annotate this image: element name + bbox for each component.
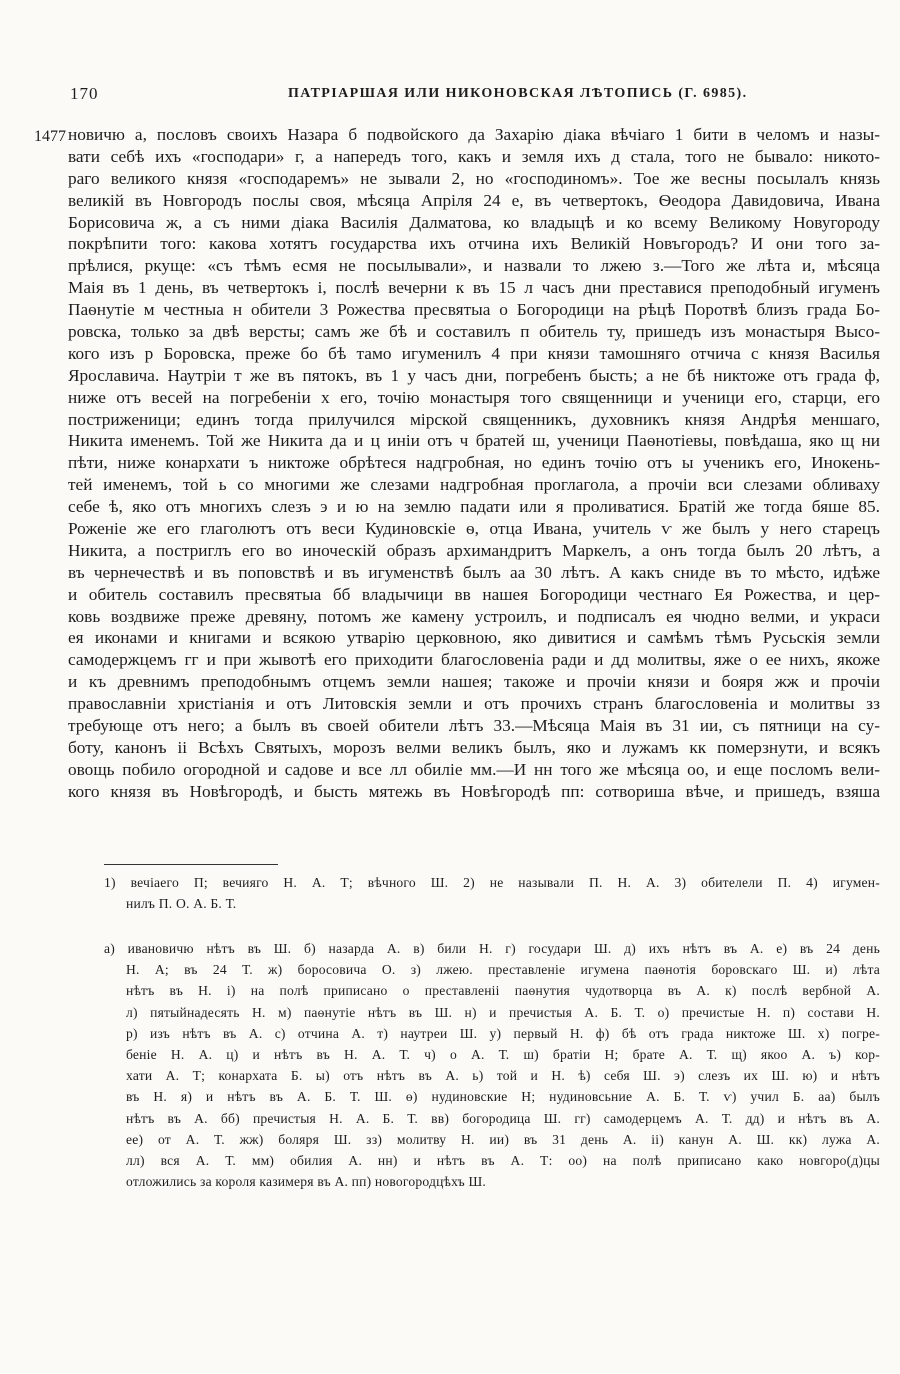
text-line: въ чернечествѣ и въ поповствѣ и въ игуменствѣ былъ аа 30 лѣтъ. А какъ сниде въ то мѣсто, идѣже: [68, 562, 880, 582]
text-line: раго великого князя «господаремъ» не зывали 2, но «господиномъ». Тое же весны посылалъ князь: [68, 168, 880, 188]
year-marginal-note: 1477: [34, 128, 66, 145]
footnote-line: беніе Н. А. ц) и нѣтъ въ Н. А. Т. ч) о А. Т. ш) братіи Н; брате А. Т. щ) якоо А. ъ) кор-: [126, 1046, 880, 1062]
text-line: и обитель составилъ пресвятыа бб владычици вв нашея Богородици честнаго Ея Рожества, и цер-: [68, 584, 880, 604]
text-line: кого князя въ Новѣгородѣ, и бысть мятежь въ Новѣгородѣ пп: сотвориша вѣче, и пришедъ, взяша: [68, 781, 880, 801]
text-line: Никита, а постриглъ его во иноческій образъ архимандритъ Маркелъ, а онъ тогда былъ 20 лѣтъ, а: [68, 540, 880, 560]
text-line: великій въ Новгородъ послы своя, мѣсяца Апріля 24 е, въ четвертокъ, Ѳеодора Давидовича, Ивана: [68, 190, 880, 210]
running-title: ПАТРІАРШАЯ ИЛИ НИКОНОВСКАЯ ЛѢТОПИСЬ (Г. 6985).: [288, 86, 748, 101]
text-line: требующе отъ него; а былъ въ своей обители лѣтъ 33.—Мѣсяца Маія въ 31 ии, съ пятници на су-: [68, 716, 880, 736]
text-line: тей именемъ, той ь со многими же слезами надгробная проглагола, а прочіи вси слезами обливаху: [68, 475, 880, 495]
text-line: ниже отъ весей на погребеніи х его, точію монастыря того священници и ученици его, старци, его: [68, 387, 880, 407]
footnote-line: а) ивановичю нѣтъ въ Ш. б) назарда А. в) били Н. г) государи Ш. д) ихъ нѣтъ въ А. е) въ 24 день: [104, 941, 880, 956]
text-line: вати себѣ ихъ «господари» г, а напередъ того, какъ и земля ихъ д стала, того не бывало: никото-: [68, 146, 880, 166]
text-line: новичю а, пословъ своихъ Назара б подвойского да Захарію діака вѣчіаго 1 бити в челомъ и назы-: [68, 125, 880, 144]
footnote-line: лл) вся А. Т. мм) обилия А. нн) и нѣтъ въ А. Т: оо) на полѣ приписано како новгоро(д)цы: [126, 1152, 880, 1168]
text-line: боту, канонъ іі Всѣхъ Святыхъ, морозъ велми великъ былъ, яко и лужамъ кк померзнути, и всякъ: [68, 737, 880, 757]
lettered-footnotes: [104, 938, 880, 1192]
text-line: православніи христіанія и отъ Литовскія земли и отъ прочихъ странъ благословеніа и молитвы зз: [68, 694, 880, 714]
footnote-line: ее) от А. Т. жж) боляря Ш. зз) молитву Н. ии) въ 31 день А. іі) канун А. Ш. кк) лужа А.: [126, 1131, 880, 1147]
chronicle-text: [68, 124, 880, 803]
footnote-line: хати А. Т; конархата Б. ы) отъ нѣтъ въ А. ь) той и Н. ѣ) себя Ш. э) слезъ их Ш. ю) и нѣтъ: [126, 1068, 880, 1084]
footnote-line: 1) вечіаего П; вечияго Н. А. Т; вѣчного Ш. 2) не называли П. Н. А. 3) обителели П. 4) игумен-: [104, 875, 880, 890]
numbered-footnotes: [104, 872, 880, 914]
page-number: 170: [70, 84, 99, 103]
text-line: самодержцемъ гг и при жывотѣ его приходити благословеніа ради и дд молитвы, яже о ее нихъ, якоже: [68, 650, 880, 670]
footnote-line: л) пятыйнадесять Н. м) паѳнутіе нѣтъ въ Ш. н) и пречистыя А. Б. Т. о) пречистые Н. п) состави Н.: [126, 1004, 880, 1020]
footnote-line: р) изъ нѣтъ въ А. с) отчина А. т) наутреи Ш. у) первый Н. ф) бѣ отъ града никтоже Ш. х) погре-: [126, 1025, 880, 1041]
text-line: покрѣпити того: какова хотятъ государства ихъ отчина ихъ Великій Новъгородъ? И они того за-: [68, 234, 880, 254]
text-line: прѣлися, ркуще: «съ тѣмъ есмя не посылывали», и назвали то лжею з.—Того же лѣта и, мѣсяца: [68, 256, 880, 276]
footnote-line: отложились за короля казимеря въ А. пп) новогородцѣхъ Ш.: [126, 1174, 486, 1190]
text-line: ровска, только за двѣ версты; самъ же бѣ и составилъ п обитель ту, пришедъ изъ монастыря Высо-: [68, 322, 880, 342]
footnote-line: Н. А; въ 24 Т. ж) боросовича О. з) лжею. преставленіе игумена паѳнотія боровскаго Ш. и) лѣта: [126, 962, 880, 978]
text-line: Роженіе же его глаголютъ отъ веси Кудиновскіе ѳ, отца Ивана, учитель ѵ же былъ у него старецъ: [68, 519, 880, 539]
footnote-line: въ Н. я) и нѣтъ въ А. Б. Т. Ш. ѳ) нудиновские Н; нудиновсьние А. Б. Т. ѵ) учил Б. аа) былъ: [126, 1089, 880, 1105]
text-line: постриженици; единъ тогда прилучился мірской священникъ, духовникъ князя Андрѣя меншаго,: [68, 409, 880, 429]
footnote-line: нѣтъ въ А. бб) пречистыя Н. А. Б. Т. вв) богородица Ш. гг) самодерцемъ А. Т. дд) и нѣтъ въ А.: [126, 1110, 880, 1126]
text-line: ковь воздвиже преже древяну, потомъ же камену устроилъ, и подписалъ ея чюдно велми, и украси: [68, 606, 880, 626]
text-line: Никита именемъ. Той же Никита да и ц иніи отъ ч братей ш, ученици Паѳнотіевы, повѣдаша, яко щ ни: [68, 431, 880, 451]
text-line: себе ѣ, яко отъ многихъ слезъ э и ю на землю падати или я проливатися. Братій же тогда бяше 85.: [68, 497, 880, 517]
text-line: кого изъ р Боровска, преже бо бѣ тамо игуменилъ 4 при князи тамошняго отчича с князя Василья: [68, 343, 880, 363]
text-line: Маія въ 1 день, въ четвертокъ і, послѣ вечерни к въ 15 л часъ дни преставися преподобный игуменъ: [68, 278, 880, 298]
footnote-line: нилъ П. О. А. Б. Т.: [126, 896, 237, 912]
text-line: ея иконами и книгами и всякою утварію церковною, яко дивитися и самѣмъ тѣмъ Русьскія земли: [68, 628, 880, 648]
text-line: Борисовича ж, а съ ними діака Василія Далматова, ко владыцѣ и ко всему Великому Новугороду: [68, 212, 880, 232]
page-header: [70, 84, 830, 108]
footnote-divider: [104, 864, 278, 865]
text-line: и къ древнимъ преподобнымъ отцемъ земли нашея; такоже и прочіи князи и бояря жж и прочіи: [68, 672, 880, 692]
text-line: овощь побило огородной и садове и все лл обиліе мм.—И нн того же мѣсяца оо, и еще посломъ вели-: [68, 759, 880, 779]
footnote-line: нѣтъ въ Н. і) на полѣ приписано о преставленіі паѳнутия чудотворца въ А. к) послѣ вербной А.: [126, 983, 880, 999]
text-line: Ярославича. Наутріи т же въ пятокъ, въ 1 у часъ дни, погребенъ бысть; а не бѣ никтоже отъ града ф,: [68, 365, 880, 385]
text-line: пѣти, ниже конархати ъ никтоже обрѣтеся надгробная, но единъ точію отъ ы ученикъ его, Инокень-: [68, 453, 880, 473]
text-line: Паѳнутіе м честныа н обители 3 Рожества пресвятыа о Богородици на рѣцѣ Поротвѣ близъ града Бо-: [68, 300, 880, 320]
